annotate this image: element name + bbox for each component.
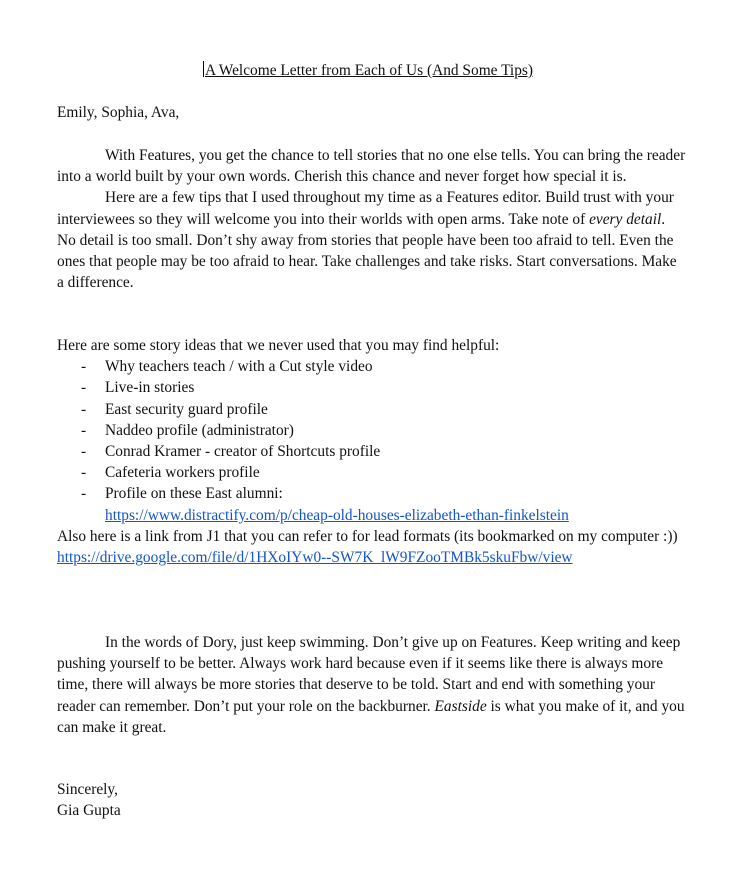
- body-section-closing: [57, 632, 687, 738]
- body-section-ideas: [57, 335, 687, 568]
- document-title: A Welcome Letter from Each of Us (And Some Tips): [204, 62, 534, 79]
- story-ideas-list: [57, 356, 687, 526]
- paragraph-tips: Here are a few tips that I used throughout my time as a Features editor. Build trust with your interviewees so they will welcome you into their worlds with open arms. Take note of every detail. No detail is too small. Don’t shy away from stories that people have been too afraid to tell. Even the ones that people may be too afraid to hear. Take challenges and take risks. Start conversations. Make a difference.: [57, 189, 677, 292]
- list-item: - Live-in stories: [81, 379, 195, 397]
- list-item: - Profile on these East alumni: https://www.distractify.com/p/cheap-old-houses-elizabeth-ethan-finkelstein: [81, 485, 569, 524]
- alumni-link[interactable]: https://www.distractify.com/p/cheap-old-houses-elizabeth-ethan-finkelstein: [105, 506, 569, 524]
- closing: Sincerely,: [57, 781, 118, 798]
- list-item: - East security guard profile: [81, 400, 268, 418]
- list-item: - Cafeteria workers profile: [81, 464, 260, 482]
- signature: Gia Gupta: [57, 802, 121, 820]
- list-item: - Naddeo profile (administrator): [81, 421, 294, 439]
- list-item: - Conrad Kramer - creator of Shortcuts profile: [81, 443, 381, 461]
- sign-off: [57, 779, 687, 821]
- greeting: Emily, Sophia, Ava,: [57, 104, 180, 121]
- list-item: - Why teachers teach / with a Cut style video: [81, 358, 373, 376]
- paragraph-features-intro: With Features, you get the chance to tell stories that no one else tells. You can bring the reader into a world built by your own words. Cherish this chance and never forget how special it is.: [57, 147, 686, 186]
- j1-link-intro: Also here is a link from J1 that you can refer to for lead formats (its bookmarked on my computer :)): [57, 527, 678, 545]
- text-cursor: [203, 61, 204, 77]
- paragraph-keep-swimming: In the words of Dory, just keep swimming. Don’t give up on Features. Keep writing and keep pushing yourself to be better. Always work hard because even if it seems like there is always more time, there will always be more stories that deserve to be told. Start and end with something your reader can remember. Don’t put your role on the backburner. Eastside is what you make of it, and you can make it great.: [57, 634, 685, 736]
- body-section-tips: [57, 145, 687, 293]
- j1-drive-link[interactable]: https://drive.google.com/file/d/1HXoIYw0--SW7K_lW9FZooTMBk5skuFbw/view: [57, 549, 573, 567]
- ideas-intro: Here are some story ideas that we never used that you may find helpful:: [57, 337, 500, 354]
